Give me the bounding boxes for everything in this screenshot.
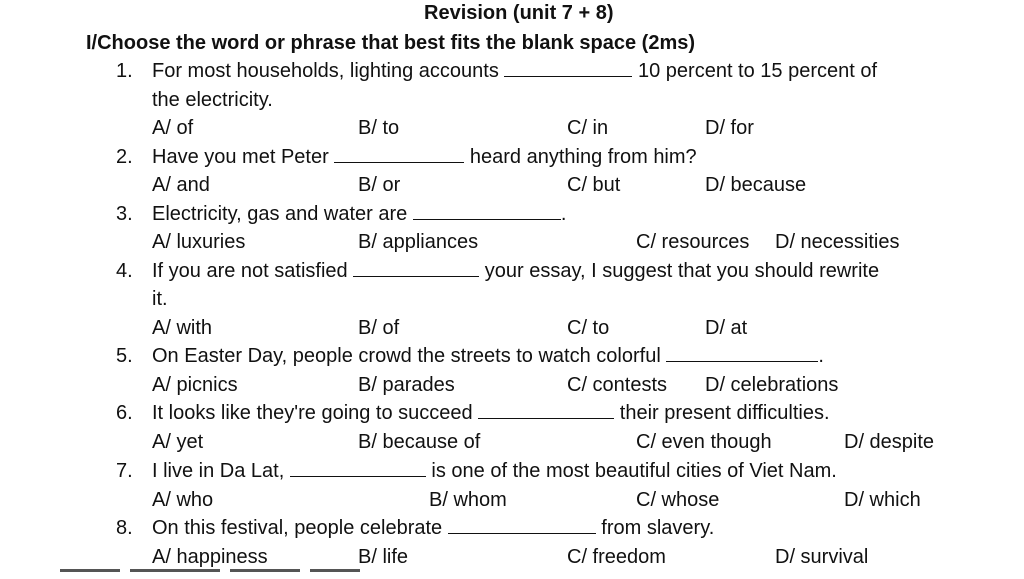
- option-b[interactable]: B/ of: [358, 317, 400, 339]
- option-a[interactable]: A/ of: [152, 117, 194, 139]
- question-text-after: your essay, I suggest that you should rewrite: [484, 260, 880, 282]
- question-text-before: Electricity, gas and water are: [152, 203, 408, 225]
- question-text-after: from slavery.: [601, 517, 715, 539]
- question-4-continuation: it.: [152, 288, 168, 310]
- option-c[interactable]: C/ even though: [636, 431, 772, 453]
- question-text-after: 10 percent to 15 percent of: [637, 60, 878, 82]
- question-text-after: .: [818, 345, 824, 367]
- option-b[interactable]: B/ whom: [429, 489, 507, 511]
- option-c[interactable]: C/ in: [567, 117, 609, 139]
- answer-blank[interactable]: [666, 347, 818, 362]
- answer-blank[interactable]: [504, 62, 632, 77]
- option-d[interactable]: D/ which: [844, 489, 921, 511]
- option-a[interactable]: A/ picnics: [152, 374, 238, 396]
- question-number: 1.: [116, 60, 133, 82]
- option-a[interactable]: A/ and: [152, 174, 210, 196]
- question-number: 8.: [116, 517, 133, 539]
- answer-blank[interactable]: [448, 519, 596, 534]
- question-text-after: .: [560, 203, 567, 225]
- question-text-before: For most households, lighting accounts: [152, 60, 499, 82]
- option-b[interactable]: B/ parades: [358, 374, 455, 396]
- option-b[interactable]: B/ appliances: [358, 231, 479, 253]
- question-number: 6.: [116, 402, 133, 424]
- question-number: 2.: [116, 146, 133, 168]
- question-6: [116, 402, 830, 425]
- question-text-after: is one of the most beautiful cities of Viet Nam.: [431, 460, 837, 482]
- cropped-text-line: [60, 569, 400, 579]
- question-7: [116, 460, 837, 483]
- option-d[interactable]: D/ necessities: [775, 231, 900, 253]
- page-title: Revision (unit 7 + 8): [424, 2, 614, 24]
- option-d[interactable]: D/ for: [705, 117, 754, 139]
- option-d[interactable]: D/ because: [705, 174, 807, 196]
- question-3: [116, 203, 566, 226]
- question-4: [116, 260, 879, 283]
- question-text-before: On Easter Day, people crowd the streets to watch colorful: [152, 345, 661, 367]
- option-d[interactable]: D/ at: [705, 317, 748, 339]
- option-a[interactable]: A/ yet: [152, 431, 204, 453]
- option-c[interactable]: C/ contests: [567, 374, 668, 396]
- question-1: [116, 60, 877, 83]
- question-number: 3.: [116, 203, 133, 225]
- answer-blank[interactable]: [334, 148, 464, 163]
- option-a[interactable]: A/ happiness: [152, 546, 268, 568]
- option-c[interactable]: C/ whose: [636, 489, 720, 511]
- option-d[interactable]: D/ celebrations: [705, 374, 839, 396]
- option-d[interactable]: D/ despite: [844, 431, 935, 453]
- option-b[interactable]: B/ to: [358, 117, 400, 139]
- question-number: 5.: [116, 345, 133, 367]
- question-number: 7.: [116, 460, 133, 482]
- answer-blank[interactable]: [290, 462, 426, 477]
- question-text-before: On this festival, people celebrate: [152, 517, 443, 539]
- answer-blank[interactable]: [413, 205, 561, 220]
- question-text-before: I live in Da Lat,: [152, 460, 285, 482]
- option-c[interactable]: C/ but: [567, 174, 621, 196]
- option-b[interactable]: B/ life: [358, 546, 409, 568]
- option-c[interactable]: C/ to: [567, 317, 610, 339]
- question-2: [116, 146, 697, 169]
- question-text-before: It looks like they're going to succeed: [152, 402, 473, 424]
- question-text-before: Have you met Peter: [152, 146, 329, 168]
- option-c[interactable]: C/ resources: [636, 231, 750, 253]
- question-text-after: heard anything from him?: [469, 146, 697, 168]
- option-a[interactable]: A/ with: [152, 317, 213, 339]
- question-5: [116, 345, 824, 368]
- question-number: 4.: [116, 260, 133, 282]
- option-d[interactable]: D/ survival: [775, 546, 869, 568]
- option-c[interactable]: C/ freedom: [567, 546, 666, 568]
- answer-blank[interactable]: [478, 404, 614, 419]
- question-1-continuation: the electricity.: [152, 89, 273, 111]
- question-text-after: their present difficulties.: [619, 402, 830, 424]
- answer-blank[interactable]: [353, 262, 479, 277]
- section-heading: I/Choose the word or phrase that best fits the blank space (2ms): [86, 32, 696, 54]
- question-text-before: If you are not satisfied: [152, 260, 348, 282]
- option-a[interactable]: A/ who: [152, 489, 214, 511]
- option-b[interactable]: B/ because of: [358, 431, 481, 453]
- question-8: [116, 517, 714, 540]
- option-b[interactable]: B/ or: [358, 174, 401, 196]
- option-a[interactable]: A/ luxuries: [152, 231, 246, 253]
